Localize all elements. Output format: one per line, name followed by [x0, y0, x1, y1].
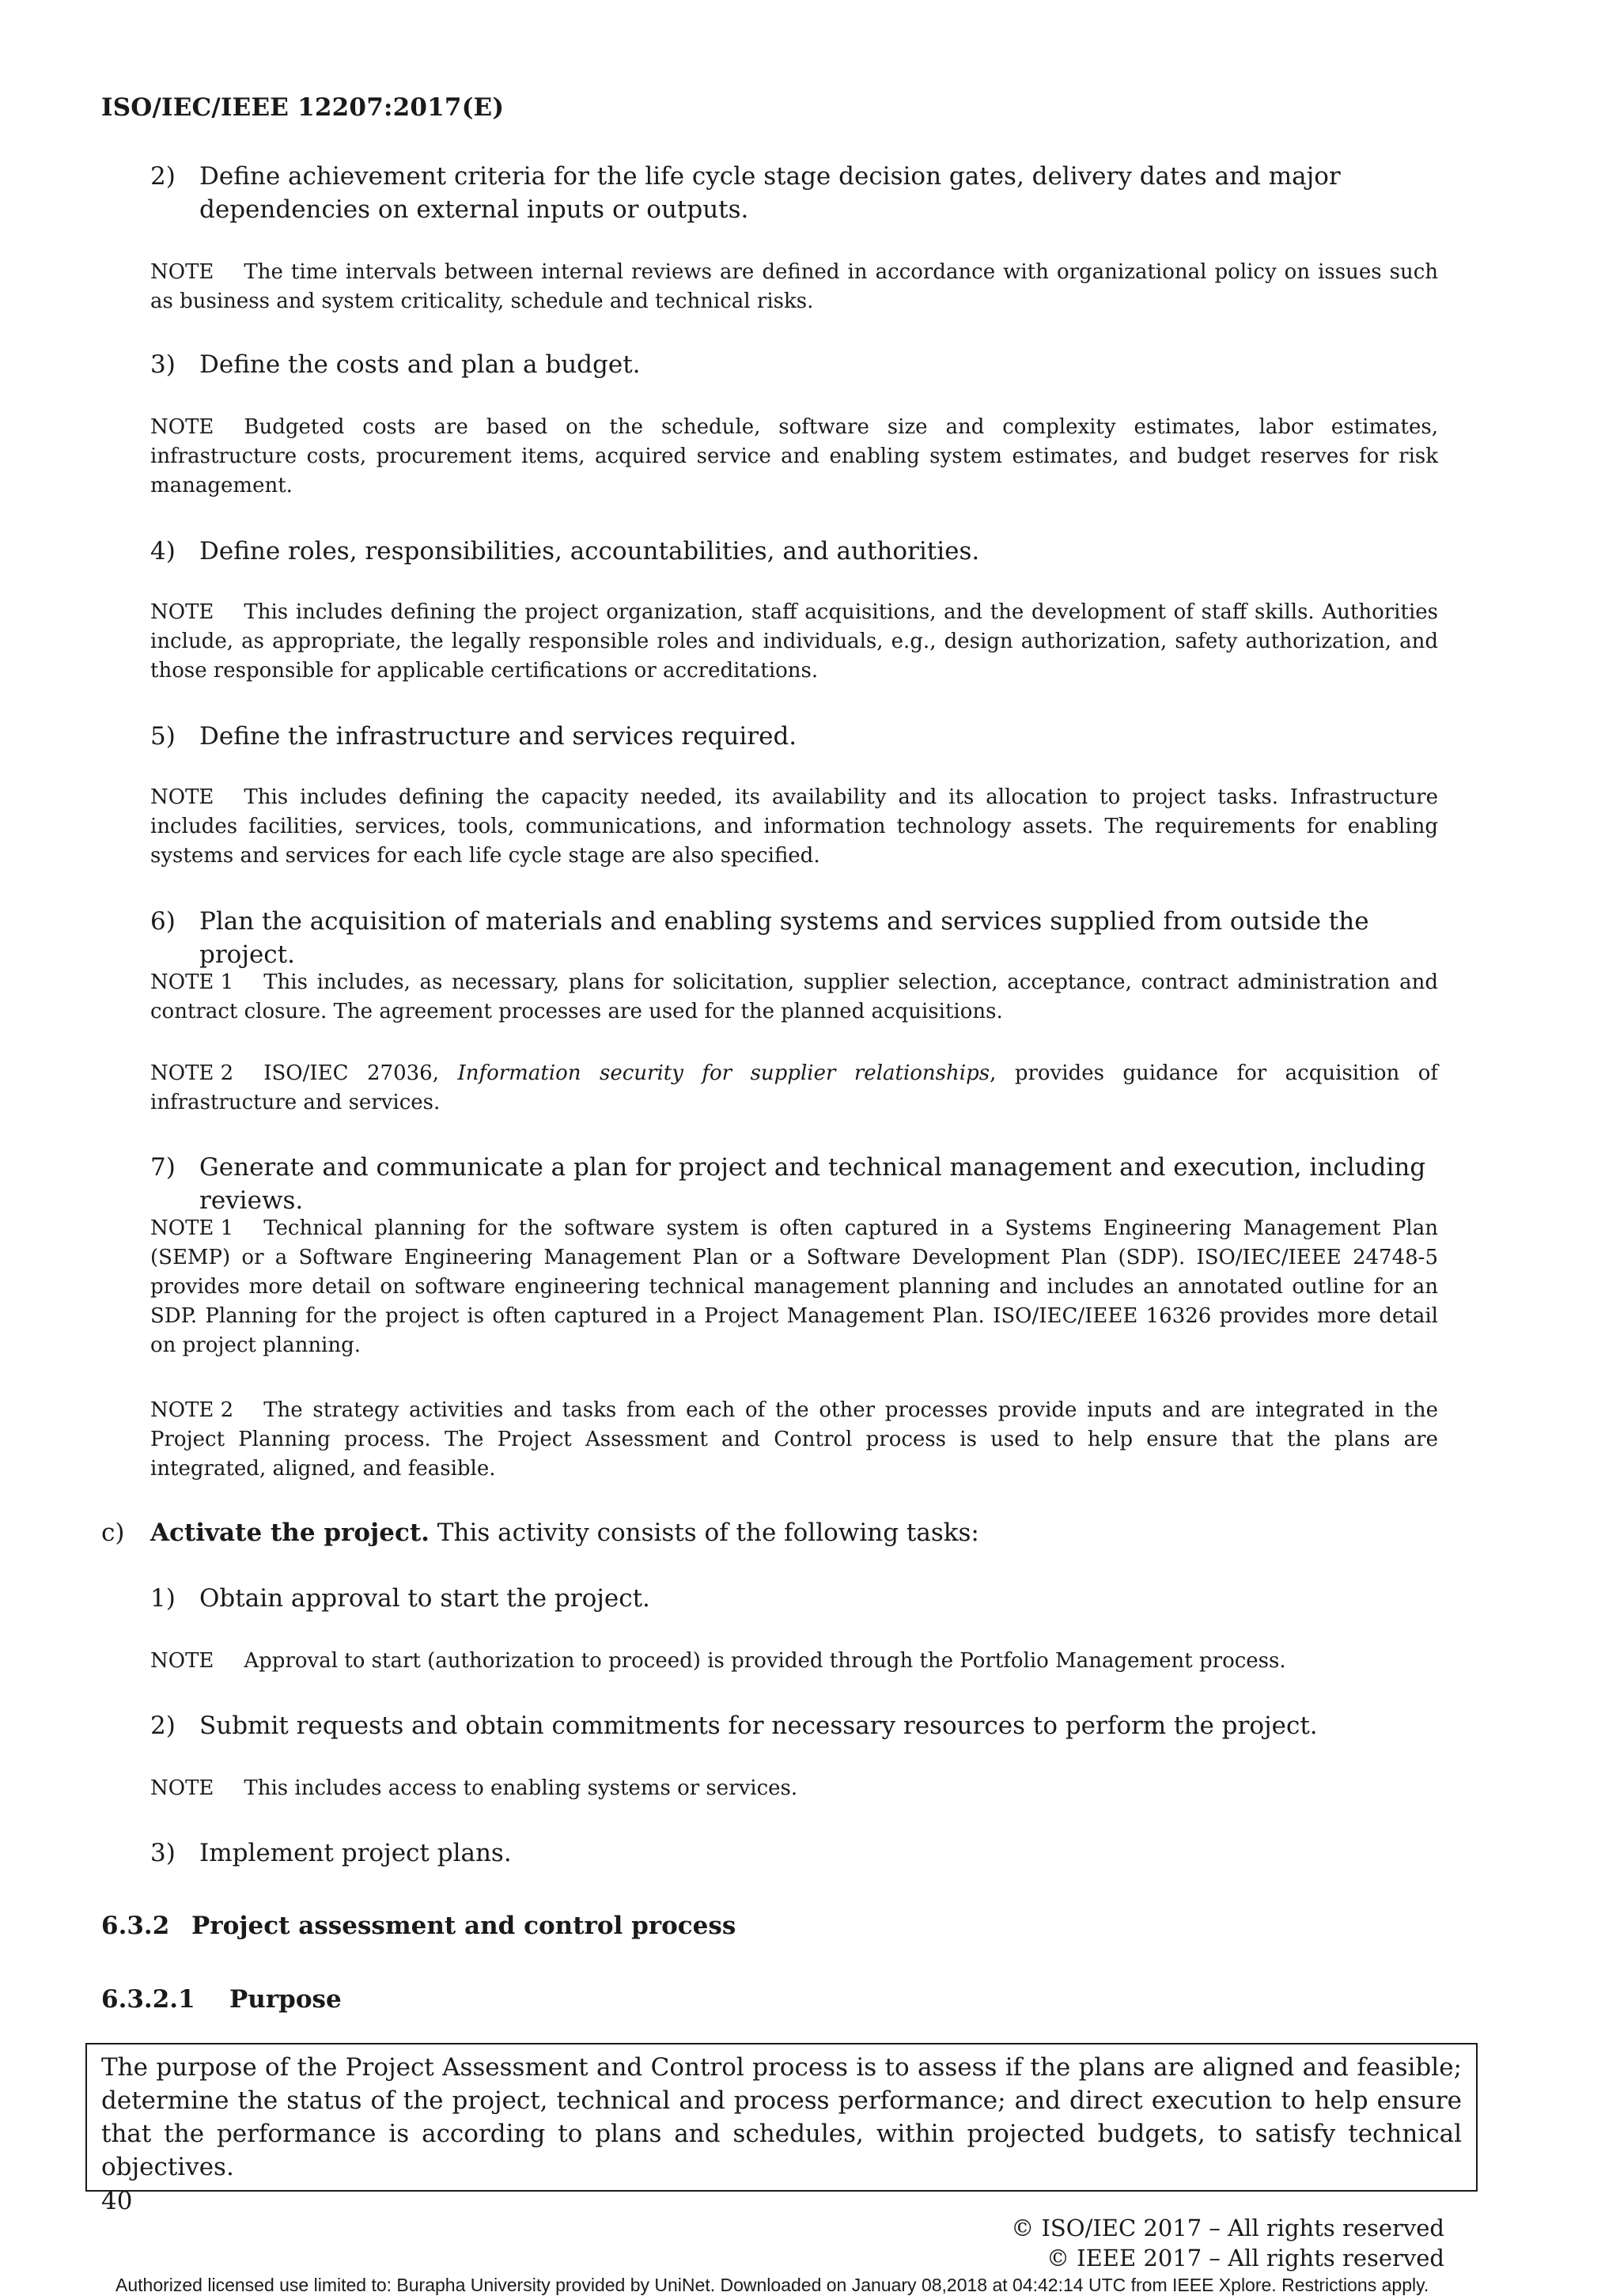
note-2-task-7 [150, 1396, 1438, 1484]
note-label: NOTE 2 [150, 1398, 234, 1422]
note-task-2 [150, 258, 1438, 316]
note-text: This includes defining the project organization, staff acquisitions, and the development of staff skills. Authorities include, as appropriate, the legally responsible roles and individuals, e.g., design authorization, safety authorization, and those responsible for applicable certifications or accreditations. [150, 600, 1438, 683]
note-text-pre: ISO/IEC 27036, [263, 1061, 458, 1085]
task-text: Define the infrastructure and services required. [199, 722, 797, 751]
task-number: 2) [150, 162, 176, 191]
note-text: This includes access to enabling systems or services. [244, 1776, 798, 1800]
section-heading-6-3-2 [101, 1909, 736, 1942]
note-text-italic: Information security for supplier relationships [457, 1061, 990, 1085]
note-task-5 [150, 783, 1438, 871]
task-5 [150, 720, 1448, 753]
task-number: 7) [150, 1153, 176, 1182]
section-number: 6.3.2 [101, 1912, 170, 1940]
task-number: 3) [150, 1839, 176, 1867]
task-text: Define the costs and plan a budget. [199, 350, 641, 379]
note-task-c-1 [150, 1647, 1438, 1676]
note-text: Technical planning for the software system is often captured in a Systems Engineering Management Plan (SEMP) or a Software Engineering Management Plan or a Software Development Plan (SDP). ISO/IEC/IEEE 24748-5 provides more detail on software engineering technical management planning and includes an annotated outline for an SDP. Planning for the project is often captured in a Project Management Plan. ISO/IEC/IEEE 16326 provides more detail on project planning. [150, 1216, 1438, 1357]
note-text: This includes defining the capacity needed, its availability and its allocation to project tasks. Infrastructure includes facilities, services, tools, communications, and information technology assets. The requirements for enabling systems and services for each life cycle stage are also specified. [150, 785, 1438, 868]
note-text: Approval to start (authorization to proceed) is provided through the Portfolio Management process. [244, 1649, 1286, 1673]
task-6 [150, 905, 1448, 971]
note-text: The time intervals between internal reviews are defined in accordance with organizational policy on issues such as business and system criticality, schedule and technical risks. [150, 260, 1438, 313]
task-text: Obtain approval to start the project. [199, 1584, 650, 1613]
copyright-ieee: © IEEE 2017 – All rights reserved [1046, 2245, 1444, 2271]
note-text: This includes, as necessary, plans for solicitation, supplier selection, acceptance, contract administration and contract closure. The agreement processes are used for the planned acquisitions. [150, 970, 1438, 1023]
task-text: Generate and communicate a plan for project and technical management and execution, including reviews. [199, 1153, 1426, 1215]
note-label: NOTE 2 [150, 1061, 234, 1085]
note-label: NOTE [150, 260, 214, 284]
task-7 [150, 1151, 1448, 1217]
note-2-task-6 [150, 1059, 1438, 1118]
task-number: 6) [150, 907, 176, 936]
page-number: 40 [101, 2187, 133, 2215]
task-text: Plan the acquisition of materials and enabling systems and services supplied from outside the project. [199, 907, 1369, 969]
task-text: Submit requests and obtain commitments for necessary resources to perform the project. [199, 1712, 1318, 1740]
activity-text: This activity consists of the following tasks: [429, 1519, 979, 1547]
task-2 [150, 160, 1448, 226]
section-heading-6-3-2-1 [101, 1983, 342, 2016]
note-1-task-6 [150, 968, 1438, 1027]
task-3 [150, 348, 1448, 381]
note-label: NOTE [150, 415, 214, 439]
section-title: Project assessment and control process [191, 1912, 736, 1940]
task-text: Define roles, responsibilities, accountabilities, and authorities. [199, 537, 980, 565]
task-text: Implement project plans. [199, 1839, 512, 1867]
note-label: NOTE 1 [150, 1216, 234, 1240]
task-c-2 [150, 1709, 1448, 1742]
task-4 [150, 535, 1448, 568]
purpose-statement-box [85, 2043, 1478, 2192]
task-number: 3) [150, 350, 176, 379]
note-task-3 [150, 413, 1438, 501]
authorized-use-notice: Authorized licensed use limited to: Burapha University provided by UniNet. Downloaded on January 08,2018 at 04:42:14 UTC from IEEE Xplore. Restrictions apply. [115, 2275, 1429, 2295]
note-label: NOTE [150, 600, 214, 624]
note-label: NOTE [150, 1649, 214, 1673]
note-text: The strategy activities and tasks from each of the other processes provide inputs and are integrated in the Project Planning process. The Project Assessment and Control process is used to help ensure that the plans are integrated, aligned, and feasible. [150, 1398, 1438, 1481]
activity-letter: c) [101, 1519, 125, 1547]
activity-c [101, 1516, 1446, 1549]
section-number: 6.3.2.1 [101, 1985, 195, 2014]
note-label: NOTE [150, 1776, 214, 1800]
task-number: 5) [150, 722, 176, 751]
document-header-title: ISO/IEC/IEEE 12207:2017(E) [101, 93, 505, 122]
section-title: Purpose [229, 1985, 342, 2014]
copyright-iso: © ISO/IEC 2017 – All rights reserved [1011, 2215, 1444, 2241]
note-label: NOTE [150, 785, 214, 809]
note-text: Budgeted costs are based on the schedule, software size and complexity estimates, labor estimates, infrastructure costs, procurement items, acquired service and enabling system estimates, and budget reserves for risk management. [150, 415, 1438, 497]
task-c-3 [150, 1836, 1448, 1870]
task-c-1 [150, 1582, 1448, 1615]
note-1-task-7 [150, 1214, 1438, 1360]
purpose-text: The purpose of the Project Assessment and Control process is to assess if the plans are aligned and feasible; determine the status of the project, technical and process performance; and direct execution to help ensure that the performance is according to plans and schedules, within projected budgets, to satisfy technical objectives. [101, 2053, 1462, 2181]
note-label: NOTE 1 [150, 970, 234, 994]
activity-title: Activate the project. [150, 1519, 430, 1547]
note-task-4 [150, 598, 1438, 686]
task-text: Define achievement criteria for the life cycle stage decision gates, delivery dates and major dependencies on external inputs or outputs. [199, 162, 1341, 224]
note-text-post: , provides guidance for acquisition of infrastructure and services. [150, 1061, 1438, 1114]
task-number: 4) [150, 537, 176, 565]
task-number: 1) [150, 1584, 176, 1613]
note-task-c-2 [150, 1774, 1438, 1803]
task-number: 2) [150, 1712, 176, 1740]
